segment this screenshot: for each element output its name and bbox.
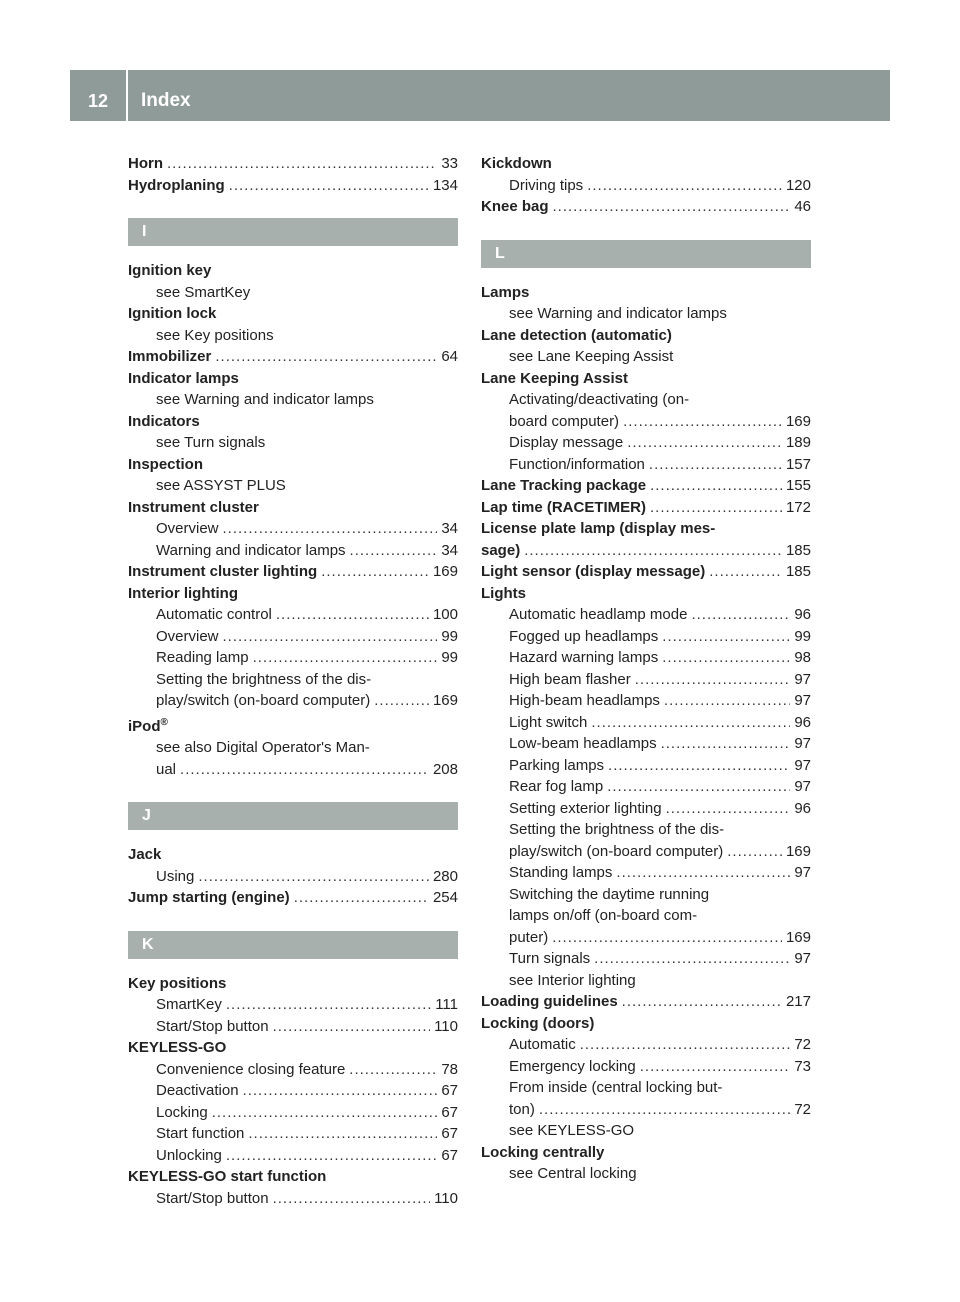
entry-text: Start function	[156, 1125, 245, 1142]
index-subentry[interactable]	[481, 690, 811, 712]
dot-leader	[253, 647, 438, 669]
section-letter-heading: L	[481, 240, 811, 268]
entry-text: board computer)	[509, 412, 620, 430]
index-subentry	[128, 325, 458, 347]
header-divider	[126, 70, 128, 121]
index-entry	[481, 368, 811, 390]
entry-text: Rear fog lamp	[509, 778, 604, 795]
page-reference[interactable]: 72	[794, 1100, 811, 1118]
entry-text: Switching the daytime running	[509, 885, 710, 903]
page-reference[interactable]: 46	[794, 198, 811, 215]
entry-text: see ASSYST PLUS	[156, 477, 286, 494]
page-reference[interactable]: 97	[794, 692, 811, 709]
index-subentry[interactable]	[128, 604, 458, 626]
index-subentry[interactable]	[128, 1145, 458, 1167]
dot-leader	[167, 153, 437, 175]
page-reference[interactable]: 34	[441, 520, 458, 537]
dot-leader	[640, 1056, 791, 1078]
page-reference[interactable]: 208	[432, 760, 458, 778]
page-reference[interactable]: 73	[794, 1057, 811, 1075]
section-letter-heading: K	[128, 931, 458, 959]
page-reference[interactable]: 97	[794, 864, 811, 881]
dot-leader	[608, 755, 790, 777]
index-entry[interactable]	[128, 887, 458, 909]
entry-text: ual	[156, 760, 177, 778]
dot-leader	[616, 862, 790, 884]
index-entry	[481, 325, 811, 347]
entry-text: Emergency locking	[509, 1057, 636, 1075]
index-subentry[interactable]	[481, 948, 811, 970]
index-subentry[interactable]	[481, 411, 811, 433]
entry-text: SmartKey	[156, 996, 222, 1013]
index-entry	[128, 583, 458, 605]
index-entry	[481, 583, 811, 605]
index-subentry[interactable]	[481, 669, 811, 691]
index-subentry[interactable]	[481, 776, 811, 798]
index-subentry	[481, 346, 811, 368]
dot-leader	[223, 518, 438, 540]
index-entry[interactable]	[128, 346, 458, 368]
dot-leader	[709, 561, 782, 583]
index-subentry[interactable]	[128, 1188, 458, 1210]
dot-leader	[662, 626, 790, 648]
index-entry	[481, 1013, 811, 1035]
entry-text: sage)	[481, 541, 521, 559]
dot-leader	[691, 604, 790, 626]
dot-leader	[273, 1188, 431, 1210]
entry-text: Warning and indicator lamps	[156, 541, 346, 559]
dot-leader	[198, 866, 429, 888]
page-reference[interactable]: 72	[794, 1036, 811, 1053]
page-reference[interactable]: 96	[794, 606, 811, 623]
index-subentry	[128, 282, 458, 304]
entry-text: Light switch	[509, 713, 588, 731]
entry-text: Jack	[128, 846, 162, 863]
entry-text: play/switch (on-board computer)	[156, 692, 371, 709]
index-subentry	[481, 905, 811, 927]
dot-leader	[294, 887, 429, 909]
page-reference[interactable]: 134	[432, 176, 458, 194]
entry-text: Start/Stop button	[156, 1189, 269, 1207]
entry-text: Overview	[156, 520, 219, 537]
index-entry[interactable]	[128, 561, 458, 583]
index-entry[interactable]	[481, 540, 811, 562]
dot-leader	[350, 540, 438, 562]
index-entry[interactable]	[481, 196, 811, 218]
index-subentry[interactable]	[128, 518, 458, 540]
index-subentry[interactable]	[128, 1102, 458, 1124]
dot-leader	[627, 432, 782, 454]
index-subentry	[481, 1163, 811, 1185]
index-entry	[128, 411, 458, 433]
page-reference[interactable]: 67	[441, 1103, 458, 1121]
entry-text: see KEYLESS-GO	[509, 1122, 635, 1139]
page-reference[interactable]: 67	[441, 1125, 458, 1142]
dot-leader	[215, 346, 437, 368]
entry-text: Knee bag	[481, 198, 549, 215]
entry-text: Hazard warning lamps	[509, 649, 659, 666]
entry-text: Lap time (RACETIMER)	[481, 498, 646, 516]
entry-text: Turn signals	[509, 950, 591, 967]
index-subentry[interactable]	[481, 626, 811, 648]
entry-text: License plate lamp (display mes-	[481, 520, 716, 537]
dot-leader	[661, 733, 791, 755]
dot-leader	[553, 196, 791, 218]
dot-leader	[226, 1145, 437, 1167]
entry-text: Low-beam headlamps	[509, 735, 657, 752]
entry-text: Automatic control	[156, 606, 272, 623]
entry-text: Setting the brightness of the dis-	[156, 670, 372, 688]
entry-text: see Key positions	[156, 326, 274, 344]
index-entry	[128, 497, 458, 519]
entry-text: Display message	[509, 434, 624, 451]
index-subentry[interactable]	[481, 175, 811, 197]
index-entry	[481, 1142, 811, 1164]
entry-text: see Central locking	[509, 1165, 637, 1182]
index-subentry	[481, 389, 811, 411]
index-subentry[interactable]	[481, 1034, 811, 1056]
index-entry	[128, 260, 458, 282]
entry-text: Activating/deactivating (on-	[509, 391, 690, 408]
page-reference[interactable]: 120	[785, 176, 811, 194]
entry-text: Instrument cluster lighting	[128, 563, 318, 580]
entry-text: Lights	[481, 584, 526, 602]
page-header	[70, 70, 890, 121]
index-subentry	[481, 1077, 811, 1099]
index-subentry[interactable]	[481, 927, 811, 949]
entry-text: Using	[156, 867, 195, 885]
page-reference[interactable]: 157	[785, 455, 811, 473]
page-reference[interactable]: 110	[434, 1189, 458, 1207]
entry-text: Locking (doors)	[481, 1014, 595, 1032]
page-reference[interactable]: 99	[441, 627, 458, 645]
index-subentry	[481, 970, 811, 992]
entry-text: From inside (central locking but-	[509, 1079, 723, 1096]
index-column-right	[481, 153, 811, 1185]
dot-leader	[662, 647, 790, 669]
entry-text: Lamps	[481, 283, 530, 301]
page-reference[interactable]: 169	[432, 563, 458, 580]
index-subentry[interactable]	[128, 1016, 458, 1038]
entry-text: see Turn signals	[156, 434, 266, 451]
index-subentry[interactable]	[481, 432, 811, 454]
entry-text: Setting exterior lighting	[509, 799, 662, 817]
dot-leader	[622, 991, 782, 1013]
entry-text: Fogged up headlamps	[509, 627, 659, 645]
index-subentry[interactable]	[128, 540, 458, 562]
entry-text: see also Digital Operator's Man-	[156, 739, 370, 756]
section-title: Index	[141, 90, 191, 111]
entry-text: Convenience closing feature	[156, 1060, 346, 1078]
page-reference[interactable]: 97	[794, 756, 811, 774]
page-reference[interactable]: 185	[785, 541, 811, 559]
entry-text: Automatic	[509, 1036, 576, 1053]
page-reference[interactable]: 98	[794, 649, 811, 666]
index-subentry[interactable]	[128, 647, 458, 669]
entry-text: see Warning and indicator lamps	[156, 391, 374, 408]
index-subentry	[481, 819, 811, 841]
page-reference[interactable]: 100	[432, 606, 458, 623]
entry-text: Loading guidelines	[481, 993, 618, 1010]
entry-text: see Warning and indicator lamps	[509, 305, 727, 322]
page-reference[interactable]: 97	[794, 670, 811, 688]
dot-leader	[248, 1123, 437, 1145]
dot-leader	[321, 561, 429, 583]
entry-text: see SmartKey	[156, 283, 251, 301]
entry-text: Overview	[156, 627, 219, 645]
entry-text: Driving tips	[509, 176, 584, 194]
dot-leader	[226, 994, 431, 1016]
index-subentry[interactable]	[128, 759, 458, 781]
page-reference[interactable]: 33	[441, 155, 458, 172]
index-subentry[interactable]	[128, 690, 458, 712]
entry-text: Ignition key	[128, 262, 212, 279]
dot-leader	[635, 669, 791, 691]
entry-text: Deactivation	[156, 1082, 239, 1099]
page-reference[interactable]: 189	[785, 434, 811, 451]
index-entry	[128, 1037, 458, 1059]
index-subentry	[481, 884, 811, 906]
entry-text: Indicators	[128, 412, 200, 430]
index-entry	[128, 1166, 458, 1188]
entry-text: Jump starting (engine)	[128, 889, 290, 906]
index-entry	[481, 153, 811, 175]
entry-text: Horn	[128, 155, 163, 172]
dot-leader	[650, 475, 782, 497]
entry-text: Locking	[156, 1103, 208, 1121]
registered-mark: ®	[160, 716, 168, 728]
dot-leader	[727, 841, 782, 863]
index-subentry	[481, 303, 811, 325]
index-subentry	[128, 475, 458, 497]
page-reference[interactable]: 64	[441, 348, 458, 365]
index-entry	[128, 303, 458, 325]
page-reference[interactable]: 97	[794, 778, 811, 795]
entry-text: Interior lighting	[128, 584, 238, 602]
dot-leader	[587, 175, 782, 197]
dot-leader	[591, 712, 790, 734]
entry-text: Indicator lamps	[128, 369, 239, 387]
dot-leader	[666, 798, 791, 820]
page-reference[interactable]: 99	[794, 627, 811, 645]
index-subentry[interactable]	[128, 866, 458, 888]
page-reference[interactable]: 111	[435, 996, 458, 1013]
entry-text: Setting the brightness of the dis-	[509, 821, 725, 838]
index-entry	[128, 712, 458, 738]
entry-text: Lane detection (automatic)	[481, 326, 672, 344]
section-letter-heading: J	[128, 802, 458, 830]
entry-text: Key positions	[128, 974, 227, 992]
index-subentry[interactable]	[128, 1059, 458, 1081]
entry-text: Inspection	[128, 455, 204, 473]
index-entry	[481, 282, 811, 304]
dot-leader	[229, 175, 429, 197]
page-reference[interactable]: 169	[785, 928, 811, 946]
entry-text: Automatic headlamp mode	[509, 606, 688, 623]
index-entry	[128, 973, 458, 995]
page-reference[interactable]: 280	[432, 867, 458, 885]
index-entry[interactable]	[481, 475, 811, 497]
dot-leader	[650, 497, 782, 519]
page-reference[interactable]: 78	[441, 1060, 458, 1078]
dot-leader	[243, 1080, 438, 1102]
entry-text: High beam flasher	[509, 670, 631, 688]
index-subentry[interactable]	[481, 755, 811, 777]
index-entry	[128, 844, 458, 866]
entry-text: ton)	[509, 1100, 535, 1118]
dot-leader	[524, 540, 782, 562]
index-subentry[interactable]	[481, 712, 811, 734]
entry-text: KEYLESS-GO	[128, 1039, 227, 1056]
index-subentry[interactable]	[128, 1123, 458, 1145]
page-reference[interactable]: 97	[794, 735, 811, 752]
index-subentry[interactable]	[481, 733, 811, 755]
index-entry[interactable]	[128, 175, 458, 197]
entry-text: High-beam headlamps	[509, 692, 660, 709]
entry-text: iPod	[128, 717, 161, 735]
page-reference[interactable]: 217	[785, 993, 811, 1010]
page-number: 12	[87, 91, 109, 111]
index-entry[interactable]	[481, 991, 811, 1013]
page-reference[interactable]: 34	[441, 541, 458, 559]
index-subentry	[128, 389, 458, 411]
page-reference[interactable]: 169	[785, 842, 811, 860]
section-letter-heading: I	[128, 218, 458, 246]
entry-text: Lane Tracking package	[481, 477, 647, 494]
index-entry	[481, 518, 811, 540]
index-subentry[interactable]	[481, 604, 811, 626]
entry-text: Reading lamp	[156, 649, 249, 666]
dot-leader	[649, 454, 782, 476]
index-entry[interactable]	[481, 561, 811, 583]
page-reference[interactable]: 67	[441, 1146, 458, 1164]
index-subentry	[128, 669, 458, 691]
entry-text: Kickdown	[481, 155, 552, 172]
index-subentry[interactable]	[481, 647, 811, 669]
index-column-left	[128, 153, 458, 1209]
page-reference[interactable]: 99	[441, 649, 458, 666]
page-reference[interactable]: 185	[785, 563, 811, 580]
index-entry	[128, 368, 458, 390]
index-subentry[interactable]	[481, 862, 811, 884]
page-reference[interactable]: 96	[794, 713, 811, 731]
entry-text: Lane Keeping Assist	[481, 369, 628, 387]
index-entry[interactable]	[128, 153, 458, 175]
page-reference[interactable]: 172	[785, 498, 811, 516]
page-reference[interactable]: 155	[785, 477, 811, 494]
page-reference[interactable]: 67	[441, 1082, 458, 1099]
page-reference[interactable]: 169	[432, 692, 458, 709]
entry-text: Start/Stop button	[156, 1017, 269, 1035]
entry-text: KEYLESS-GO start function	[128, 1168, 327, 1185]
dot-leader	[212, 1102, 438, 1124]
dot-leader	[276, 604, 429, 626]
dot-leader	[273, 1016, 431, 1038]
entry-text: see Lane Keeping Assist	[509, 348, 674, 365]
dot-leader	[607, 776, 790, 798]
entry-text: puter)	[509, 928, 549, 946]
index-entry[interactable]	[481, 497, 811, 519]
index-subentry[interactable]	[481, 1056, 811, 1078]
index-subentry[interactable]	[128, 626, 458, 648]
dot-leader	[223, 626, 438, 648]
index-subentry	[128, 432, 458, 454]
index-subentry[interactable]	[128, 994, 458, 1016]
entry-text: see Interior lighting	[509, 971, 636, 989]
entry-text: Hydroplaning	[128, 176, 225, 194]
dot-leader	[180, 759, 429, 781]
dot-leader	[594, 948, 790, 970]
dot-leader	[539, 1099, 790, 1121]
dot-leader	[623, 411, 782, 433]
index-subentry[interactable]	[481, 454, 811, 476]
entry-text: Immobilizer	[128, 348, 212, 365]
entry-text: lamps on/off (on-board com-	[509, 907, 698, 924]
entry-text: Locking centrally	[481, 1143, 605, 1161]
dot-leader	[552, 927, 782, 949]
page-reference[interactable]: 110	[434, 1017, 458, 1035]
index-subentry[interactable]	[481, 841, 811, 863]
page-reference[interactable]: 169	[785, 412, 811, 430]
page-reference[interactable]: 97	[794, 950, 811, 967]
dot-leader	[349, 1059, 437, 1081]
entry-text: Function/information	[509, 455, 645, 473]
dot-leader	[374, 690, 429, 712]
entry-text: Parking lamps	[509, 756, 605, 774]
entry-text: Ignition lock	[128, 305, 217, 322]
entry-text: Standing lamps	[509, 864, 613, 881]
index-subentry	[481, 1120, 811, 1142]
dot-leader	[664, 690, 790, 712]
entry-text: play/switch (on-board computer)	[509, 842, 724, 860]
page-reference[interactable]: 254	[432, 889, 458, 906]
page-reference[interactable]: 96	[794, 799, 811, 817]
dot-leader	[580, 1034, 791, 1056]
index-subentry[interactable]	[481, 798, 811, 820]
index-subentry[interactable]	[481, 1099, 811, 1121]
index-subentry	[128, 737, 458, 759]
entry-text: Unlocking	[156, 1146, 222, 1164]
index-subentry[interactable]	[128, 1080, 458, 1102]
index-entry	[128, 454, 458, 476]
entry-text: Instrument cluster	[128, 498, 259, 516]
entry-text: Light sensor (display message)	[481, 563, 706, 580]
